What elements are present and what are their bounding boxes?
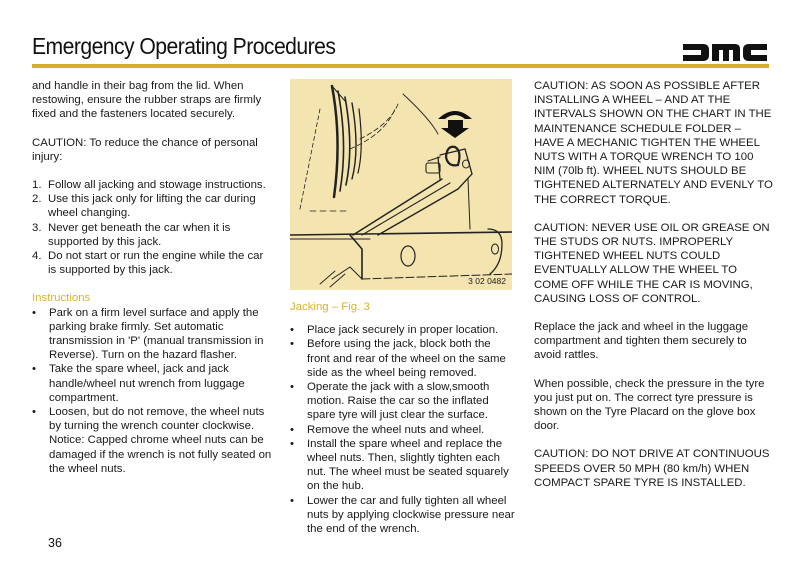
torque-caution: CAUTION: AS SOON AS POSSIBLE AFTER INSTALLING A WHEEL – AND AT THE INTERVALS SHOWN ON THE CHART IN THE MAINTENANCE SCHEDULE FOLDER – HAVE A MECHANIC TIGHTEN THE WHEEL NUTS WITH A TORQUE WRENCH TO 100 NIM (70lb ft). WHEEL NUTS SHOULD BE TIGHTENED ALTERNATELY AND EVENLY TO THE CORRECT TORQUE.	[534, 80, 773, 206]
jacking-steps-list	[290, 323, 516, 536]
list-item: • Lower the car and fully tighten all wheel nuts by applying clockwise pressure near the end of the wrench.	[290, 494, 515, 536]
bullet-icon: •	[290, 338, 294, 351]
pressure-paragraph: When possible, check the pressure in the tyre you just put on. The correct tyre pressure is shown on the Tyre Placard on the glove box door.	[534, 377, 765, 433]
bullet-icon: •	[32, 306, 36, 319]
list-item: • Take the spare wheel, jack and jack handle/wheel nut wrench from luggage compartment.	[32, 363, 245, 404]
instructions-heading: Instructions	[32, 292, 91, 305]
bullet-icon: •	[290, 437, 294, 450]
page-number: 36	[48, 536, 62, 550]
instructions-list	[32, 306, 272, 476]
list-item: • Operate the jack with a slow,smooth motion. Raise the car so the inflated spare tyre will just clear the surface.	[290, 381, 490, 422]
page-title: Emergency Operating Procedures	[32, 33, 336, 59]
list-item: • Place jack securely in proper location.	[290, 324, 499, 337]
stow-paragraph: Replace the jack and wheel in the luggage compartment and tighten them securely to avoid rattles.	[534, 321, 749, 362]
list-item: • Install the spare wheel and replace the wheel nuts. Then, slightly tighten each nut. The wheel must be seated squarely on the hub.	[290, 437, 509, 493]
list-item: • Loosen, but do not remove, the wheel nuts by turning the wrench counter clockwise. Notice: Capped chrome wheel nuts can be damaged if the wrench is not fully seated on the wheel nuts.	[32, 406, 272, 475]
list-item: 2. Use this jack only for lifting the car during wheel changing.	[32, 193, 256, 220]
bullet-icon: •	[32, 363, 36, 376]
speed-caution: CAUTION: DO NOT DRIVE AT CONTINUOUS SPEEDS OVER 50 MPH (80 km/h) WHEN COMPACT SPARE TYRE IS INSTALLED.	[534, 448, 770, 489]
list-item: 3. Never get beneath the car when it is supported by this jack.	[32, 221, 231, 248]
jacking-figure	[290, 79, 512, 290]
caution-list	[32, 178, 272, 277]
figure-code: 3 02 0482	[468, 275, 506, 286]
header-rule	[32, 64, 769, 68]
bullet-icon: •	[290, 324, 294, 337]
column-1	[32, 79, 272, 476]
list-item: 1. Follow all jacking and stowage instructions.	[32, 179, 266, 192]
list-item: • Park on a firm level surface and apply the parking brake firmly. Set automatic transmission in 'P' (manual transmission in Reverse). Turn on the hazard flasher.	[32, 306, 264, 362]
list-item: 4. Do not start or run the engine while the car is supported by this jack.	[32, 250, 264, 277]
grease-caution: CAUTION: NEVER USE OIL OR GREASE ON THE STUDS OR NUTS. IMPROPERLY TIGHTENED WHEEL NUTS COULD EVENTUALLY ALLOW THE WHEEL TO COME OFF WHILE THE CAR IS MOVING, CAUSING LOSS OF CONTROL.	[534, 221, 770, 305]
dmc-logo-icon	[683, 44, 767, 61]
caution-paragraph: CAUTION: To reduce the chance of personal injury:	[32, 136, 258, 163]
jack-illustration	[290, 79, 512, 290]
intro-paragraph: and handle in their bag from the lid. When restowing, ensure the rubber straps are firmly fixed and the fasteners located securely.	[32, 80, 262, 121]
bullet-icon: •	[290, 423, 294, 436]
bullet-icon: •	[32, 406, 36, 419]
bullet-icon: •	[290, 494, 294, 507]
column-2	[290, 79, 516, 536]
list-item: • Before using the jack, block both the front and rear of the wheel on the same side as the wheel being removed.	[290, 338, 506, 379]
bullet-icon: •	[290, 381, 294, 394]
jacking-heading: Jacking – Fig. 3	[290, 301, 370, 313]
list-item: • Remove the wheel nuts and wheel.	[290, 423, 485, 436]
column-3	[534, 79, 774, 504]
